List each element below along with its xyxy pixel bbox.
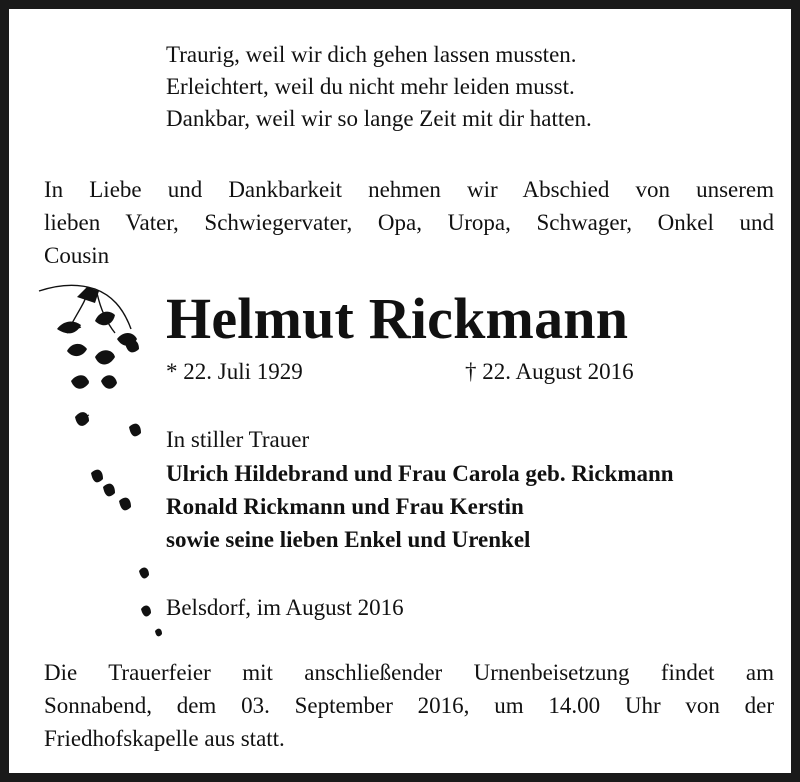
mourner-line-3: sowie seine lieben Enkel und Urenkel — [166, 527, 531, 552]
intro-line-1: In Liebe und Dankbarkeit nehmen wir Abschied von unserem — [44, 177, 774, 202]
poem-line-3: Dankbar, weil wir so lange Zeit mit dir hatten. — [166, 106, 592, 131]
mourner-line-2: Ronald Rickmann und Frau Kerstin — [166, 494, 524, 519]
mourners-heading: In stiller Trauer — [166, 427, 310, 452]
ceremony-line-1: Die Trauerfeier mit anschließender Urnenbeisetzung findet am — [44, 660, 774, 685]
place-date: Belsdorf, im August 2016 — [166, 595, 404, 620]
intro-line-2: lieben Vater, Schwiegervater, Opa, Uropa, Schwager, Onkel und — [44, 210, 774, 235]
intro-paragraph — [44, 173, 774, 272]
poem-line-2: Erleichtert, weil du nicht mehr leiden musst. — [166, 74, 575, 99]
mourner-line-1: Ulrich Hildebrand und Frau Carola geb. Rickmann — [166, 461, 674, 486]
ceremony-line-3: Friedhofskapelle aus statt. — [44, 726, 285, 751]
poem-line-1: Traurig, weil wir dich gehen lassen mussten. — [166, 42, 577, 67]
death-date: † 22. August 2016 — [465, 359, 634, 384]
ceremony-paragraph — [44, 656, 774, 755]
intro-line-3: Cousin — [44, 243, 110, 268]
deceased-name: Helmut Rickmann — [166, 286, 629, 351]
birth-date: * 22. Juli 1929 — [166, 359, 303, 384]
falling-leaves-branch-icon — [37, 277, 177, 647]
ceremony-line-2: Sonnabend, dem 03. September 2016, um 14.00 Uhr von der — [44, 693, 774, 718]
